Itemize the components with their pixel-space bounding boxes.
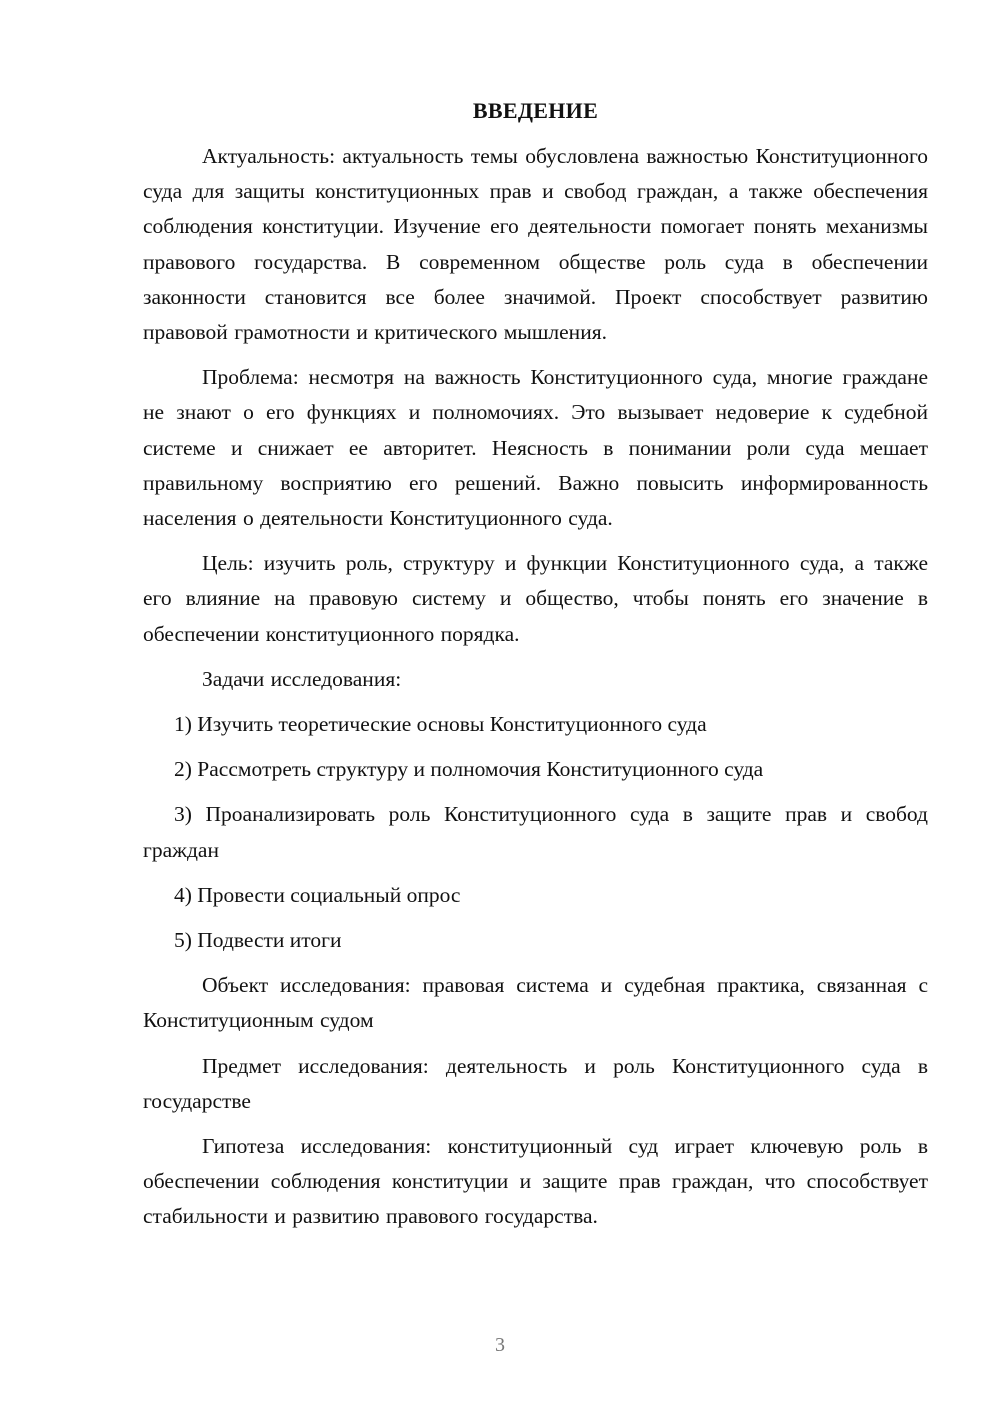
task-item: 1) Изучить теоретические основы Конституционного суда: [174, 712, 707, 737]
problem-paragraph: Проблема: несмотря на важность Конституционного суда, многие граждане не знают о его функциях и полномочиях. Это вызывает недоверие к судебной системе и снижает ее авторитет. Неясность в понимании роли суда мешает правильному восприятию его решений. Важно повысить информированность населения о деятельности Конституционного суда.: [143, 365, 928, 531]
task-item: 4) Провести социальный опрос: [174, 882, 461, 907]
task-item: 2) Рассмотреть структуру и полномочия Конституционного суда: [174, 757, 764, 782]
subject-paragraph: Предмет исследования: деятельность и роль Конституционного суда в государстве: [143, 1053, 928, 1113]
object-paragraph: Объект исследования: правовая система и судебная практика, связанная с Конституционным судом: [143, 973, 928, 1033]
task-item: 3) Проанализировать роль Конституционного суда в защите прав и свобод граждан: [143, 802, 928, 862]
relevance-paragraph: Актуальность: актуальность темы обусловлена важностью Конституционного суда для защиты конституционных прав и свобод граждан, а также обеспечения соблюдения конституции. Изучение его деятельности помогает понять механизмы правового государства. В современном обществе роль суда в обеспечении законности становится все более значимой. Проект способствует развитию правовой грамотности и критического мышления.: [143, 144, 928, 345]
tasks-heading: Задачи исследования:: [202, 666, 402, 691]
page-title: ВВЕДЕНИЕ: [472, 98, 599, 123]
task-item: 5) Подвести итоги: [174, 928, 342, 953]
goal-paragraph: Цель: изучить роль, структуру и функции Конституционного суда, а также его влияние на правовую систему и общество, чтобы понять его значение в обеспечении конституционного порядка.: [143, 551, 928, 646]
document-page: [143, 95, 928, 1245]
page-number: 3: [495, 1334, 505, 1356]
hypothesis-paragraph: Гипотеза исследования: конституционный суд играет ключевую роль в обеспечении соблюдения конституции и защите прав граждан, что способствует стабильности и развитию правового государства.: [143, 1134, 928, 1229]
